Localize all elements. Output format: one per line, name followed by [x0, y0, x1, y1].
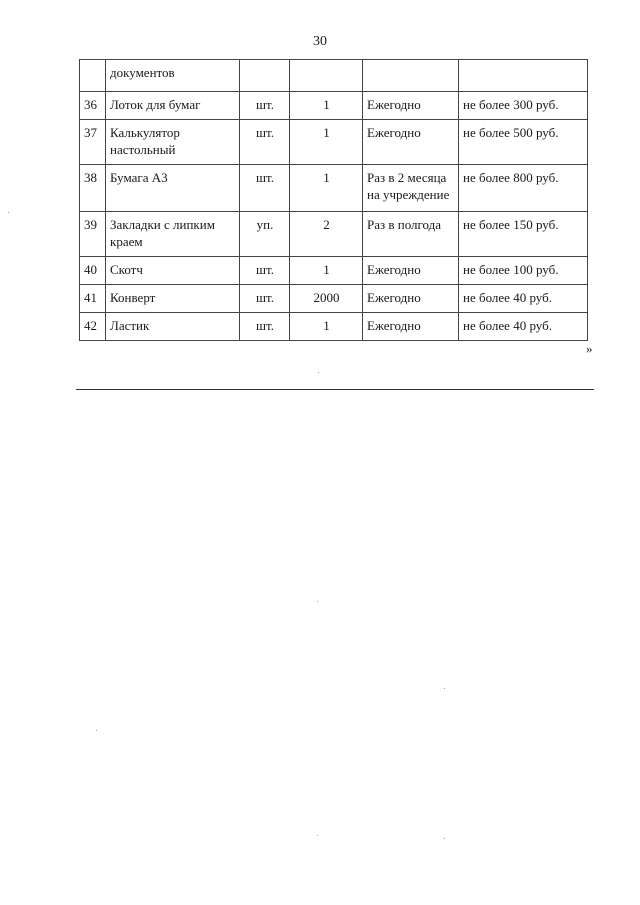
- item-unit: [240, 60, 290, 92]
- item-frequency: Ежегодно: [363, 285, 459, 313]
- item-frequency: [363, 60, 459, 92]
- item-price-limit: не более 500 руб.: [459, 120, 588, 165]
- table-row: [80, 313, 588, 341]
- scan-speck: [96, 730, 97, 731]
- item-price-limit: не более 800 руб.: [459, 165, 588, 212]
- item-quantity: 2: [290, 212, 363, 257]
- item-frequency: Раз в 2 месяца на учреждение: [363, 165, 459, 212]
- item-quantity: 2000: [290, 285, 363, 313]
- scan-speck: [317, 835, 318, 836]
- row-number: [80, 60, 106, 92]
- table-row: [80, 120, 588, 165]
- item-price-limit: не более 100 руб.: [459, 257, 588, 285]
- scan-speck: [317, 601, 318, 602]
- scan-speck: [318, 372, 319, 373]
- row-number: 36: [80, 92, 106, 120]
- table-row: [80, 165, 588, 212]
- horizontal-rule: [76, 389, 594, 390]
- item-name: Закладки с липким краем: [106, 212, 240, 257]
- table-row: [80, 285, 588, 313]
- item-name: документов: [106, 60, 240, 92]
- table-row: [80, 212, 588, 257]
- row-number: 42: [80, 313, 106, 341]
- item-unit: шт.: [240, 257, 290, 285]
- item-unit: шт.: [240, 285, 290, 313]
- row-number: 40: [80, 257, 106, 285]
- item-name: Бумага А3: [106, 165, 240, 212]
- page-number: 30: [313, 34, 327, 49]
- table-row: [80, 60, 588, 92]
- table-row: [80, 257, 588, 285]
- item-unit: шт.: [240, 120, 290, 165]
- item-quantity: 1: [290, 120, 363, 165]
- item-name: Конверт: [106, 285, 240, 313]
- item-unit: шт.: [240, 165, 290, 212]
- item-price-limit: не более 150 руб.: [459, 212, 588, 257]
- item-quantity: 1: [290, 313, 363, 341]
- item-quantity: 1: [290, 165, 363, 212]
- item-frequency: Раз в полгода: [363, 212, 459, 257]
- scan-speck: [8, 212, 9, 213]
- supplies-table: [79, 59, 588, 341]
- item-price-limit: [459, 60, 588, 92]
- item-unit: уп.: [240, 212, 290, 257]
- item-price-limit: не более 300 руб.: [459, 92, 588, 120]
- item-quantity: 1: [290, 92, 363, 120]
- row-number: 41: [80, 285, 106, 313]
- item-frequency: Ежегодно: [363, 313, 459, 341]
- item-unit: шт.: [240, 313, 290, 341]
- item-quantity: [290, 60, 363, 92]
- item-frequency: Ежегодно: [363, 120, 459, 165]
- scan-speck: [444, 688, 445, 689]
- item-unit: шт.: [240, 92, 290, 120]
- item-price-limit: не более 40 руб.: [459, 313, 588, 341]
- scan-speck: [444, 838, 445, 839]
- item-name: Лоток для бумаг: [106, 92, 240, 120]
- row-number: 38: [80, 165, 106, 212]
- item-quantity: 1: [290, 257, 363, 285]
- closing-quote-mark: »: [586, 341, 593, 356]
- row-number: 37: [80, 120, 106, 165]
- item-frequency: Ежегодно: [363, 257, 459, 285]
- item-name: Скотч: [106, 257, 240, 285]
- item-price-limit: не более 40 руб.: [459, 285, 588, 313]
- table-row: [80, 92, 588, 120]
- item-name: Калькулятор настольный: [106, 120, 240, 165]
- item-name: Ластик: [106, 313, 240, 341]
- item-frequency: Ежегодно: [363, 92, 459, 120]
- row-number: 39: [80, 212, 106, 257]
